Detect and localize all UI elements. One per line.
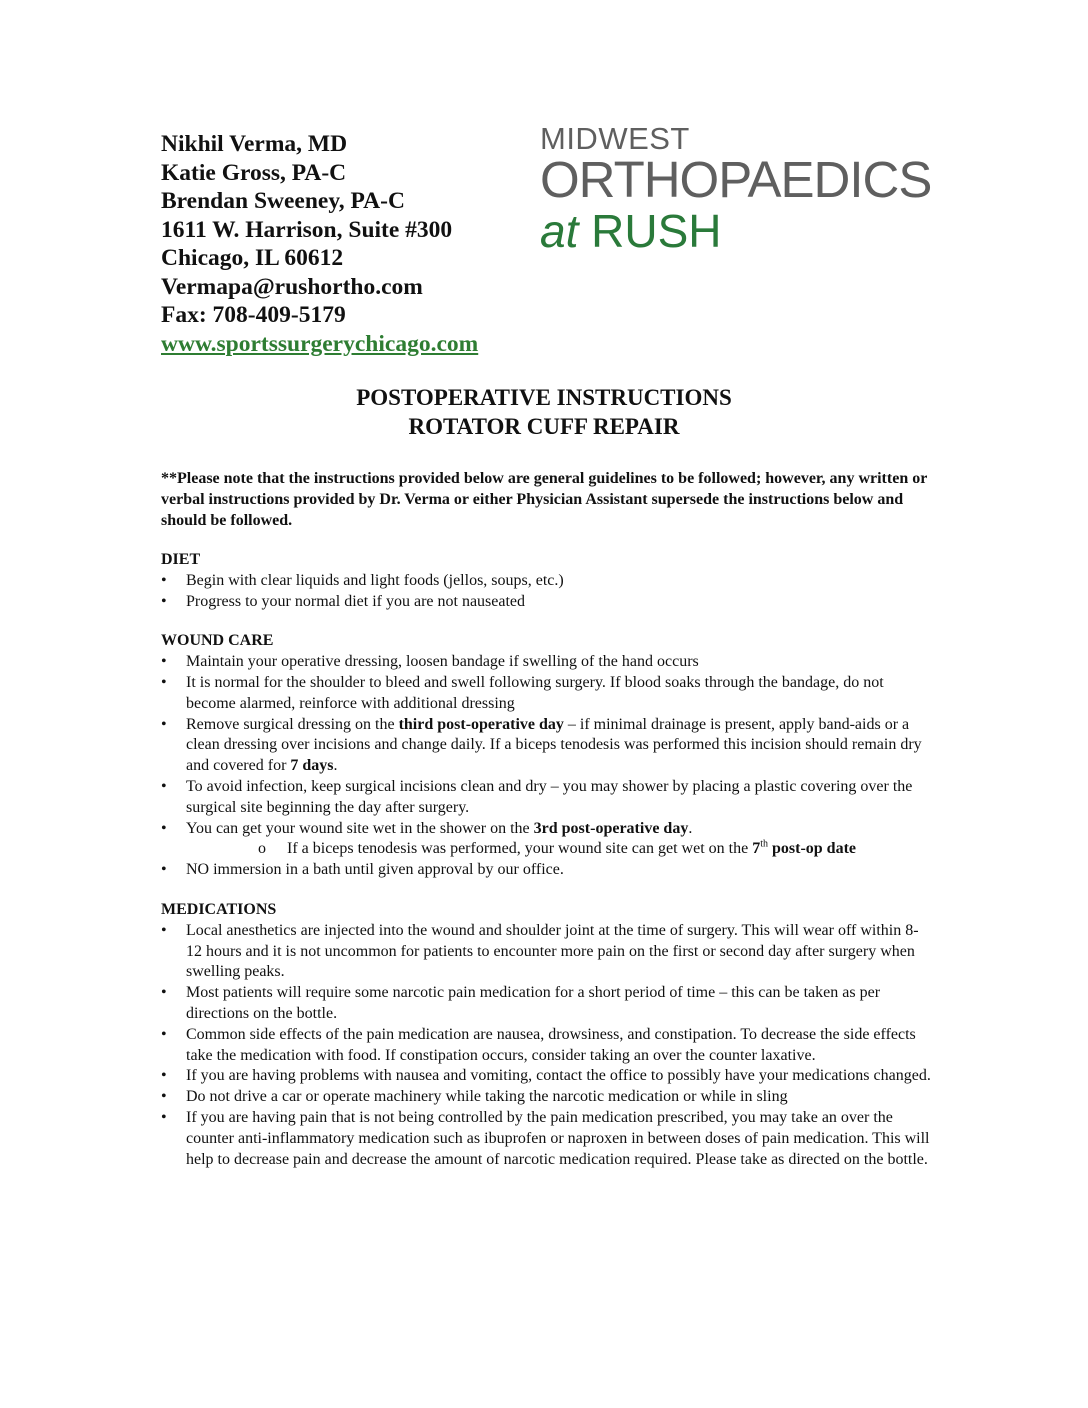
list-item: • Local anesthetics are injected into the wound and shoulder joint at the time of surgery. This will wear off within 8-12 hours and it is not uncommon for patients to encounter more pain on the first or second day after surgery when swelling peaks. [161, 921, 931, 983]
diet-heading: DIET [161, 551, 201, 568]
emphasis-text: third post-operative day [398, 715, 564, 733]
contact-city: Chicago, IL 60612 [161, 245, 344, 271]
logo-at: at [540, 205, 579, 257]
title-line-1: POSTOPERATIVE INSTRUCTIONS [356, 385, 732, 410]
sub-bullet-marker: o [258, 840, 266, 858]
emphasis-text: post-op date [767, 840, 856, 858]
contact-pa-2: Brendan Sweeney, PA-C [161, 188, 405, 214]
list-item: • Maintain your operative dressing, loosen bandage if swelling of the hand occurs [161, 652, 931, 673]
text-segment: You can get your wound site wet in the shower on the [186, 819, 534, 837]
contact-fax: Fax: 708-409-5179 [161, 302, 346, 328]
contact-block [161, 130, 478, 358]
midwest-orthopaedics-logo [540, 122, 940, 256]
list-item: • It is normal for the shoulder to bleed and swell following surgery. If blood soaks through the bandage, do not become alarmed, reinforce with additional dressing [161, 673, 931, 715]
list-item: • If you are having problems with nausea and vomiting, contact the office to possibly have your medications changed. [161, 1066, 931, 1087]
ordinal-suffix: th [760, 839, 768, 851]
wound-care-section [161, 631, 931, 881]
wound-care-list [161, 652, 931, 881]
emphasis-text: 7 days [290, 757, 334, 775]
list-item [161, 819, 931, 840]
list-item: • NO immersion in a bath until given approval by our office. [161, 860, 931, 881]
website-link[interactable]: www.sportssurgerychicago.com [161, 330, 479, 357]
contact-pa-1: Katie Gross, PA-C [161, 159, 347, 186]
instruction-sections [161, 550, 931, 1189]
wound-care-heading: WOUND CARE [161, 632, 274, 650]
document-title [0, 383, 1088, 441]
contact-street: 1611 W. Harrison, Suite #300 [161, 216, 453, 243]
list-item [161, 715, 931, 777]
text-segment: – if minimal drainage is present, apply band-aids or a clean dressing over incisions and change daily. If a biceps tenodesis was performed this incision should remain dry and covered for [186, 715, 922, 775]
medications-section [161, 900, 931, 1170]
list-item: • If you are having pain that is not being controlled by the pain medication prescribed, you may take an over the counter anti-inflammatory medication such as ibuprofen or naproxen in between doses of pain medication. This will help to decrease pain and decrease the amount of narcotic medication required. Please take as directed on the bottle. [161, 1108, 931, 1170]
list-item: • Common side effects of the pain medication are nausea, drowsiness, and constipation. To decrease the side effects take the medication with food. If constipation occurs, consider taking an over the counter laxative. [161, 1025, 931, 1067]
list-item: • To avoid infection, keep surgical incisions clean and dry – you may shower by placing a plastic covering over the surgical site beginning the day after surgery. [161, 777, 931, 819]
text-segment: Remove surgical dressing on the [186, 715, 399, 733]
diet-list [161, 571, 931, 613]
emphasis-text: 7 [752, 840, 761, 858]
medications-heading: MEDICATIONS [161, 900, 277, 918]
diet-section [161, 550, 931, 612]
text-segment: . [688, 819, 693, 837]
logo-line-1: MIDWEST [540, 121, 690, 156]
contact-email: Vermapa@rushortho.com [161, 273, 423, 300]
list-item: • Begin with clear liquids and light foods (jellos, soups, etc.) [161, 571, 931, 592]
text-segment: If a biceps tenodesis was performed, your wound site can get wet on the [287, 840, 753, 858]
guidelines-note: **Please note that the instructions provided below are general guidelines to be followed; however, any written or verbal instructions provided by Dr. Verma or either Physician Assistant supersede the instructions below and should be followed. [161, 470, 928, 529]
medications-list [161, 921, 931, 1171]
title-line-2: ROTATOR CUFF REPAIR [408, 414, 680, 439]
emphasis-text: 3rd post-operative day [533, 819, 689, 837]
text-segment: . [333, 757, 338, 775]
logo-rush: RUSH [591, 205, 722, 257]
contact-name: Nikhil Verma, MD [161, 131, 348, 157]
list-item: • Most patients will require some narcotic pain medication for a short period of time – this can be taken as per directions on the bottle. [161, 983, 931, 1025]
list-item: • Do not drive a car or operate machinery while taking the narcotic medication or while in sling [161, 1087, 931, 1108]
logo-line-2: ORTHOPAEDICS [540, 151, 932, 208]
sub-list-item [161, 839, 931, 860]
logo-line-3 [540, 206, 940, 256]
list-item: • Progress to your normal diet if you are not nauseated [161, 592, 931, 613]
